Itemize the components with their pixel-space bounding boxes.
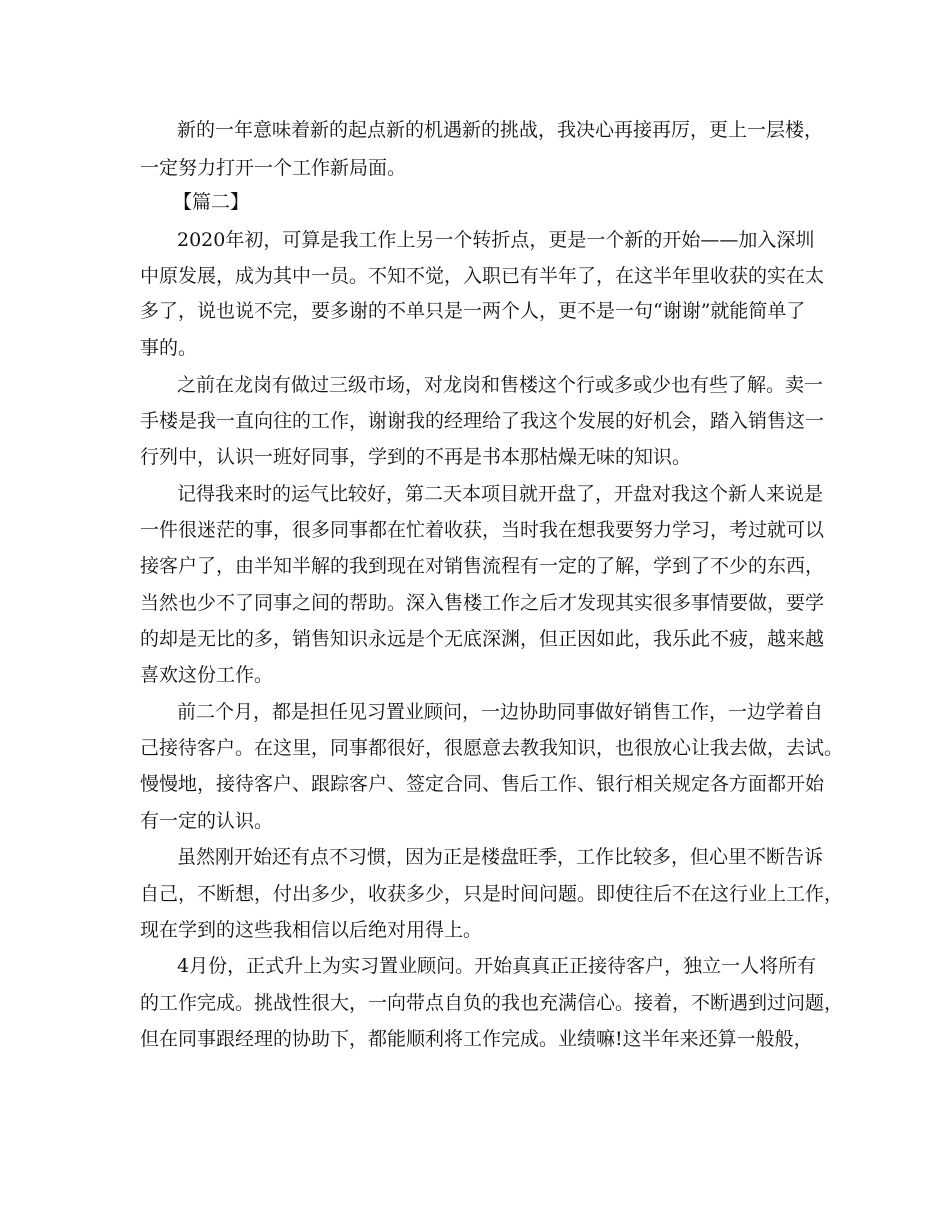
paragraph-line: 2020年初，可算是我工作上另一个转折点，更是一个新的开始——加入深圳 [177, 229, 815, 251]
paragraph-line: 手楼是我一直向往的工作，谢谢我的经理给了我这个发展的好机会，踏入销售这一 [140, 410, 825, 432]
paragraph-line: 之前在龙岗有做过三级市场，对龙岗和售楼这个行或多或少也有些了解。卖一 [177, 374, 824, 396]
paragraph-line: 一定努力打开一个工作新局面。 [140, 157, 407, 179]
section-heading: 【篇二】 [173, 191, 250, 213]
paragraph-line: 一件很迷茫的事，很多同事都在忙着收获，当时我在想我要努力学习，考过就可以 [140, 519, 825, 541]
paragraph-line: 虽然刚开始还有点不习惯，因为正是楼盘旺季，工作比较多，但心里不断告诉 [177, 846, 824, 868]
paragraph-line: 自己，不断想，付出多少，收获多少，只是时间问题。即使往后不在这行业上工作， [140, 883, 844, 905]
paragraph-line: 慢慢地，接待客户、跟踪客户、签定合同、售后工作、银行相关规定各方面都开始 [140, 773, 825, 795]
paragraph-line: 前二个月，都是担任见习置业顾问，一边协助同事做好销售工作，一边学着自 [177, 701, 824, 723]
paragraph-line: 4月份，正式升上为实习置业顾问。开始真真正正接待客户，独立一人将所有 [177, 955, 817, 977]
paragraph-line: 己接待客户。在这里，同事都很好，很愿意去教我知识，也很放心让我去做，去试。 [140, 737, 844, 759]
paragraph-line: 有一定的认识。 [140, 810, 274, 832]
paragraph-line: 中原发展，成为其中一员。不知不觉，入职已有半年了，在这半年里收获的实在太 [140, 265, 825, 287]
paragraph-line: 的却是无比的多，销售知识永远是个无底深渊，但正因如此，我乐此不疲，越来越 [140, 628, 825, 650]
paragraph-line: 多了，说也说不完，要多谢的不单只是一两个人，更不是一句“谢谢”就能简单了 [140, 300, 806, 322]
paragraph-line: 喜欢这份工作。 [140, 664, 274, 686]
paragraph-line: 当然也少不了同事之间的帮助。深入售楼工作之后才发现其实很多事情要做，要学 [140, 592, 825, 614]
paragraph-line: 事的。 [140, 337, 198, 359]
paragraph-line: 现在学到的这些我相信以后绝对用得上。 [140, 919, 483, 941]
paragraph-line: 但在同事跟经理的协助下，都能顺利将工作完成。业绩嘛!这半年来还算一般般， [140, 1028, 813, 1050]
paragraph-line: 的工作完成。挑战性很大，一向带点自负的我也充满信心。接着，不断遇到过问题， [140, 992, 844, 1014]
paragraph-line: 记得我来时的运气比较好，第二天本项目就开盘了，开盘对我这个新人来说是 [177, 483, 824, 505]
paragraph-line: 接客户了，由半知半解的我到现在对销售流程有一定的了解，学到了不少的东西， [140, 555, 825, 577]
paragraph-line: 新的一年意味着新的起点新的机遇新的挑战，我决心再接再厉，更上一层楼， [177, 119, 824, 141]
paragraph-line: 行列中，认识一班好同事，学到的不再是书本那枯燥无味的知识。 [140, 446, 692, 468]
